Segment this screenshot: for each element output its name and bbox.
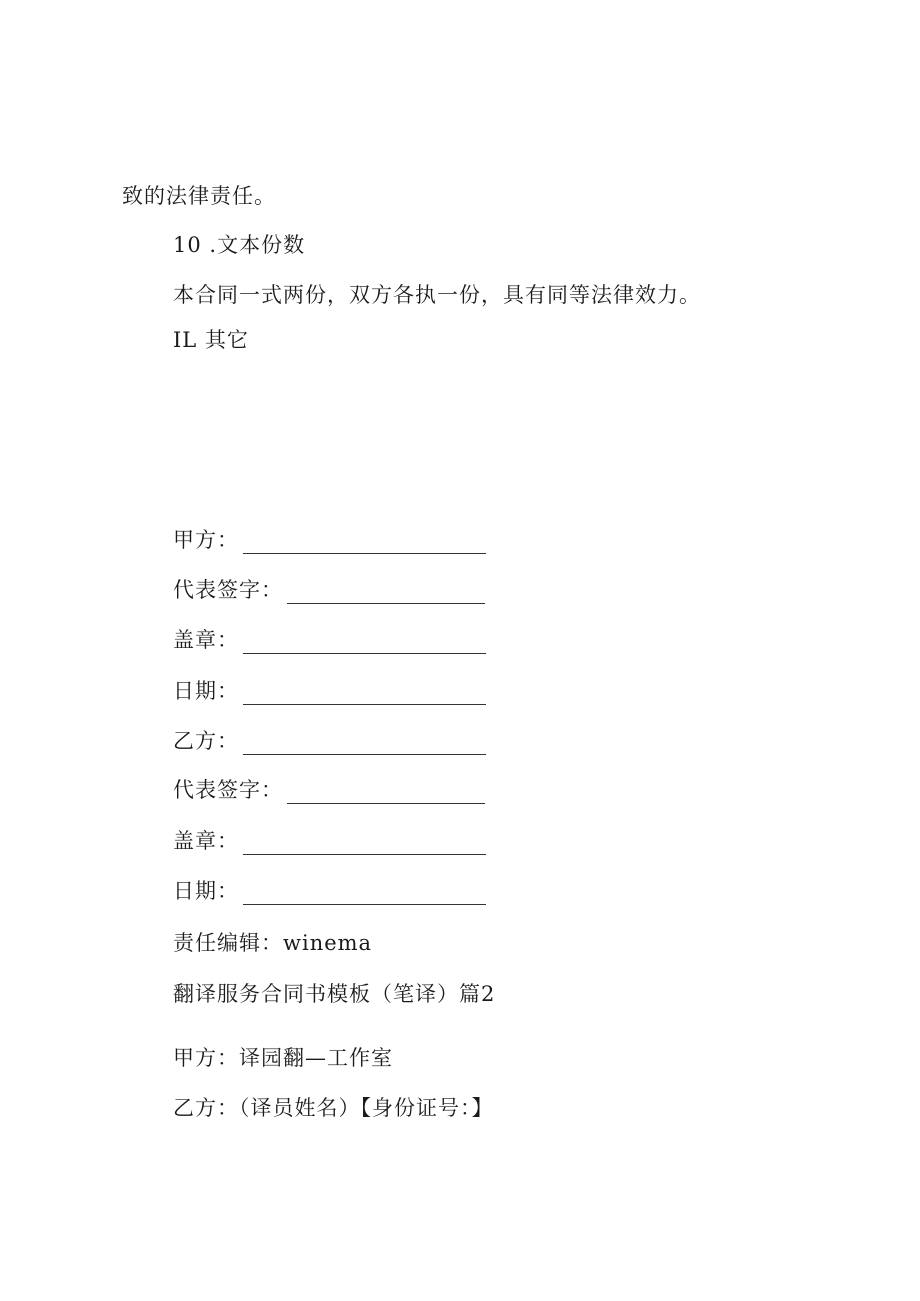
section-10-title: 10 .文本份数 xyxy=(173,233,306,257)
party-b-date-row xyxy=(173,877,486,905)
party-a-blank xyxy=(243,533,486,554)
party-b-rep-row xyxy=(173,776,485,804)
party-a-seal-blank xyxy=(243,633,486,654)
next-party-a: 甲方：译园翻—工作室 xyxy=(173,1046,393,1070)
party-a-rep-label: 代表签字： xyxy=(173,578,283,602)
party-b-blank xyxy=(243,734,486,755)
party-a-seal-label: 盖章： xyxy=(173,628,239,652)
section-10-body: 本合同一式两份，双方各执一份，具有同等法律效力。 xyxy=(173,283,701,307)
party-a-row xyxy=(173,526,486,554)
party-a-date-row xyxy=(173,677,486,705)
party-a-seal-row xyxy=(173,626,486,654)
party-a-label: 甲方： xyxy=(173,528,239,552)
next-party-b: 乙方：（译员姓名）【身份证号：】 xyxy=(173,1096,494,1120)
party-a-rep-blank xyxy=(287,583,485,604)
party-b-date-label: 日期： xyxy=(173,879,239,903)
party-b-seal-blank xyxy=(243,834,486,855)
party-a-date-label: 日期： xyxy=(173,679,239,703)
party-b-seal-row xyxy=(173,827,486,855)
party-b-rep-label: 代表签字： xyxy=(173,778,283,802)
next-article-title: 翻译服务合同书模板（笔译）篇2 xyxy=(173,982,496,1006)
party-b-rep-blank xyxy=(287,783,485,804)
party-b-label: 乙方： xyxy=(173,729,239,753)
party-b-date-blank xyxy=(243,884,486,905)
party-a-date-blank xyxy=(243,684,486,705)
continuation-text: 致的法律责任。 xyxy=(122,184,276,208)
party-b-seal-label: 盖章： xyxy=(173,829,239,853)
editor-credit: 责任编辑：winema xyxy=(173,931,373,955)
party-a-rep-row xyxy=(173,576,485,604)
section-11-title: IL 其它 xyxy=(173,328,249,352)
party-b-row xyxy=(173,727,486,755)
